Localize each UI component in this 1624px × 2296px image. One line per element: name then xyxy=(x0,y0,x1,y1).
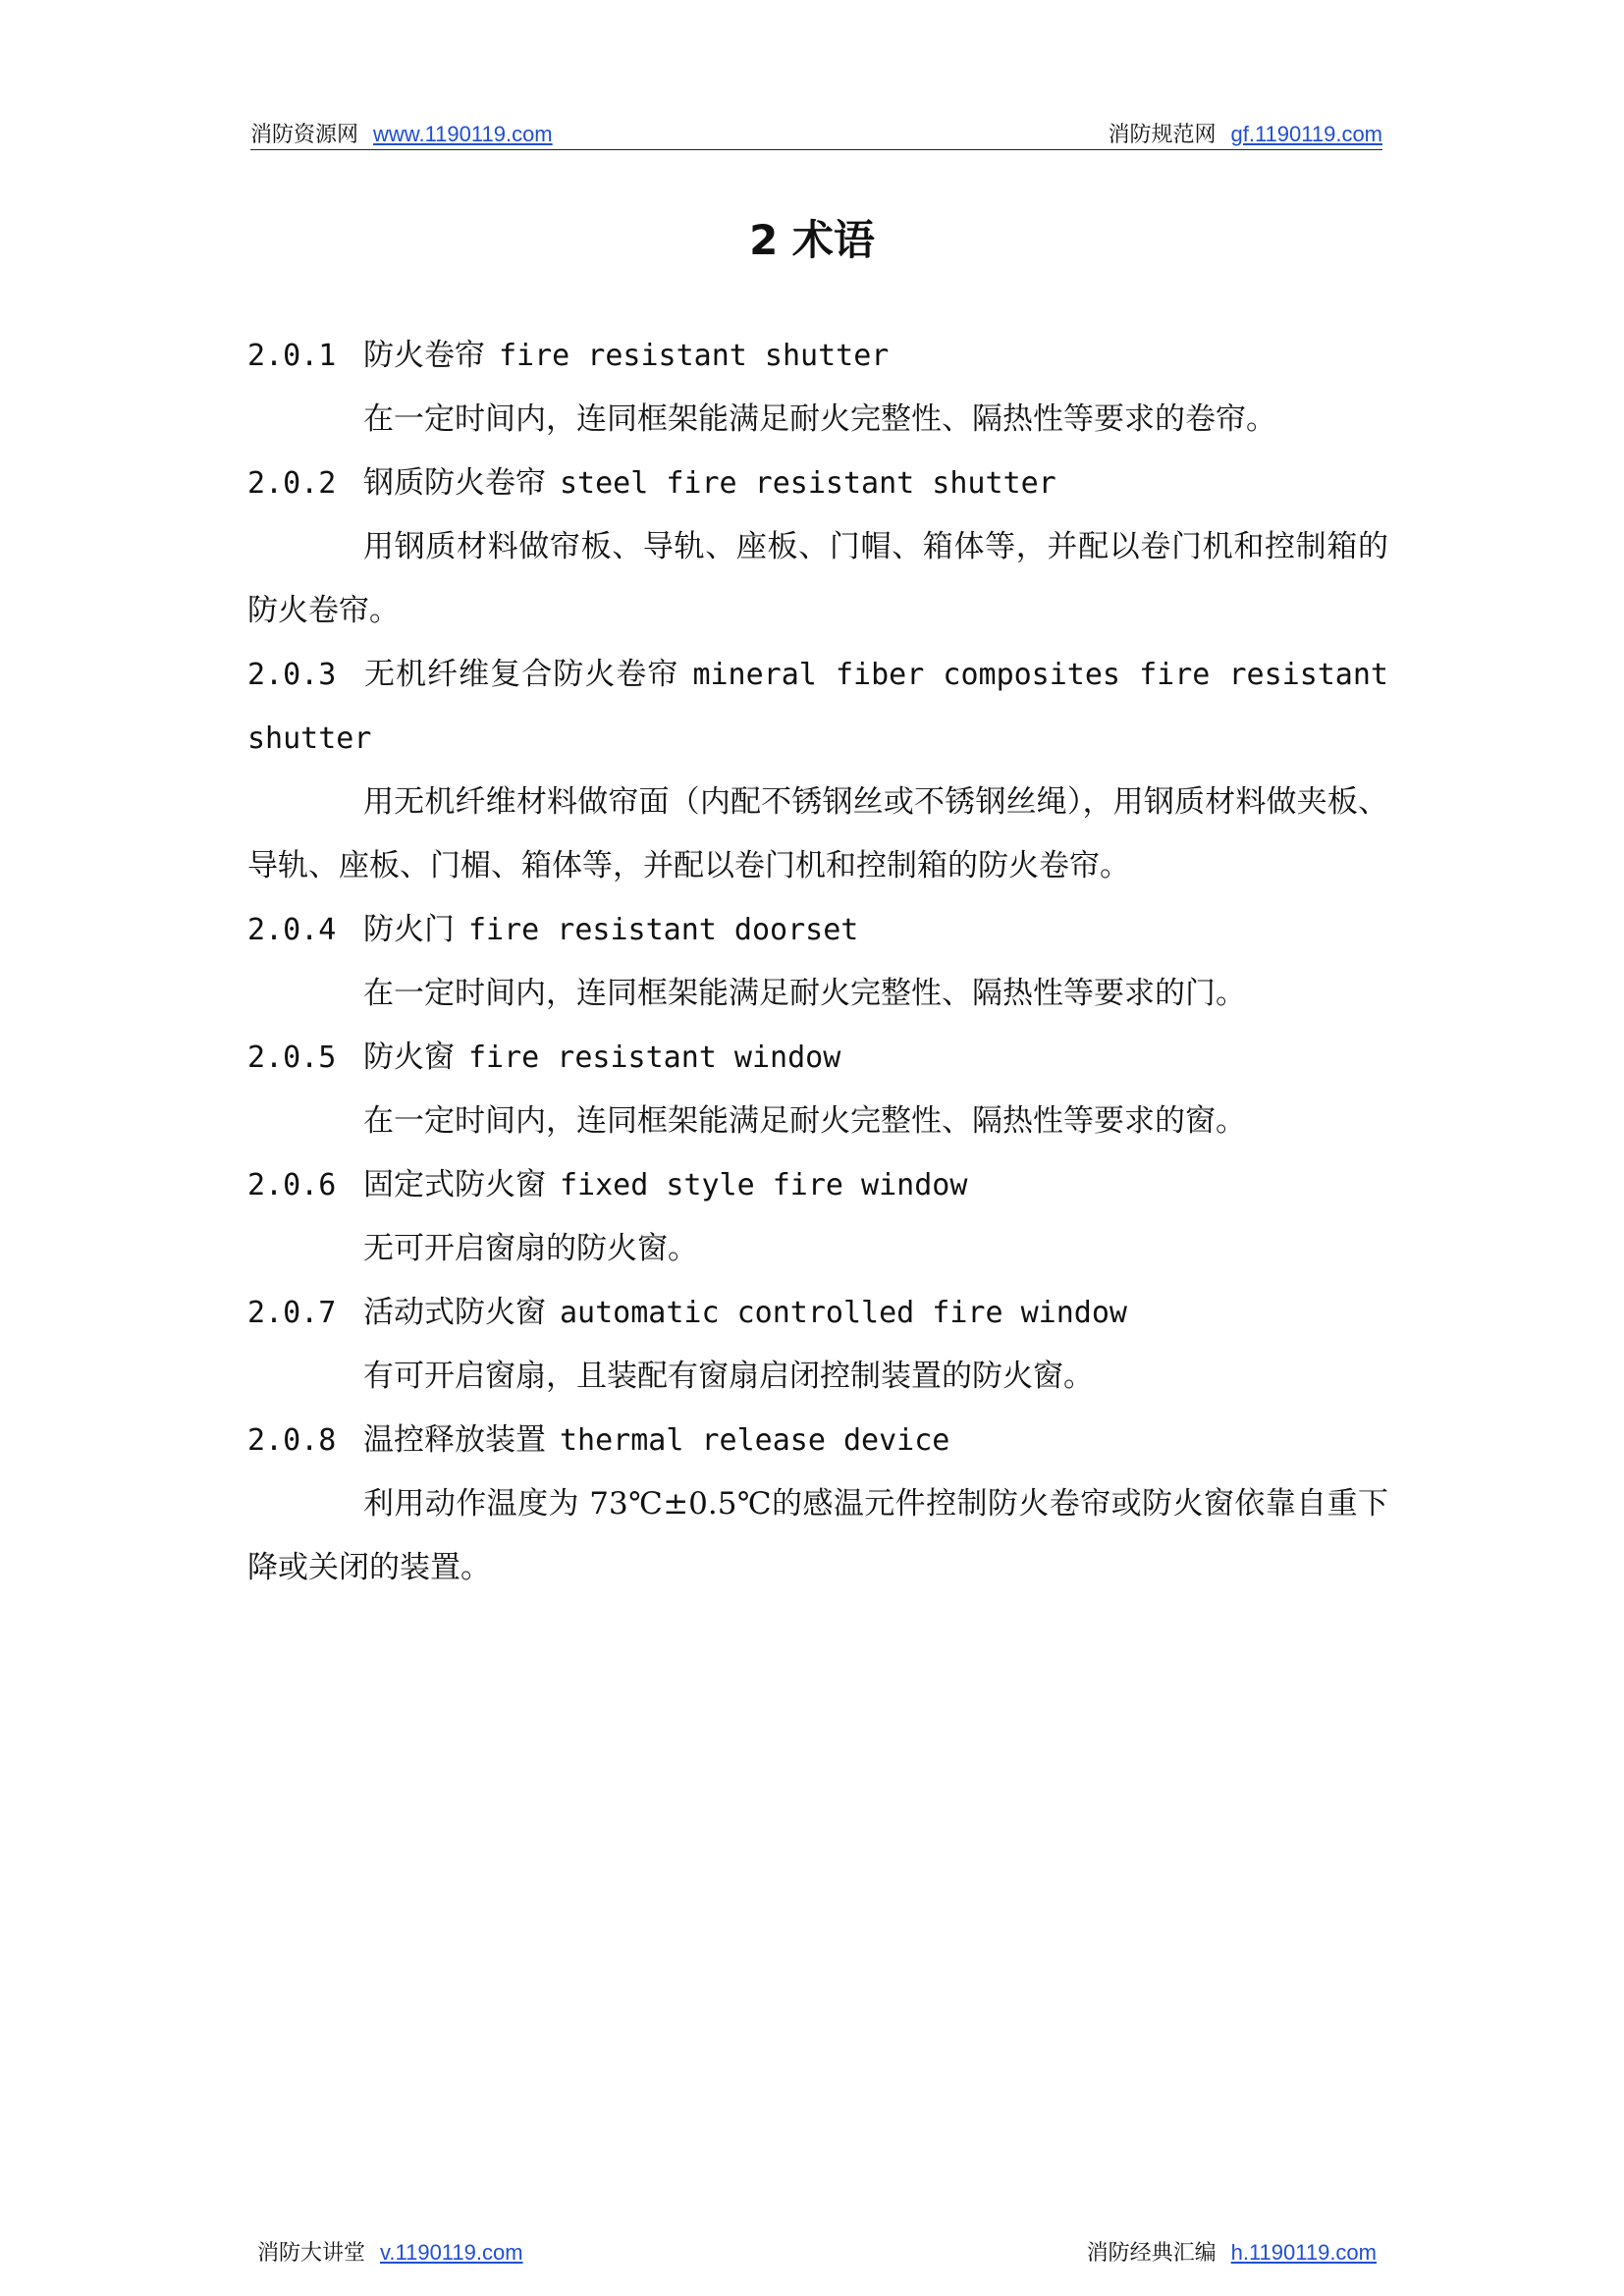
term-number: 2.0.1 xyxy=(247,339,337,373)
header-left-site-name: 消防资源网 xyxy=(250,123,359,147)
header-right-site-name: 消防规范网 xyxy=(1108,123,1217,147)
term-heading xyxy=(247,1026,1388,1090)
term-zh: 防火门 xyxy=(363,912,455,947)
page-footer xyxy=(257,2238,1377,2268)
term-en: fire resistant window xyxy=(468,1041,841,1075)
header-right xyxy=(1108,120,1382,150)
header-right-link[interactable]: gf.1190119.com xyxy=(1230,122,1382,146)
term-number: 2.0.3 xyxy=(247,658,337,692)
term-definition: 利用动作温度为 73℃±0.5℃的感温元件控制防火卷帘或防火窗依靠自重下降或关闭的装置。 xyxy=(247,1486,1388,1585)
page-header xyxy=(250,120,1382,150)
term-definition: 有可开启窗扇，且装配有窗扇启闭控制装置的防火窗。 xyxy=(363,1359,1094,1394)
term-number: 2.0.7 xyxy=(247,1296,337,1330)
term-en: mineral fiber composites fire resistant shutter xyxy=(247,658,1388,756)
term-zh: 钢质防火卷帘 xyxy=(363,465,546,501)
term-zh: 防火卷帘 xyxy=(363,338,485,373)
header-left-link[interactable]: www.1190119.com xyxy=(373,122,553,146)
term-en: automatic controlled fire window xyxy=(560,1296,1127,1330)
term-heading xyxy=(247,643,1388,771)
term-definition: 在一定时间内，连同框架能满足耐火完整性、隔热性等要求的窗。 xyxy=(363,1103,1246,1139)
footer-left xyxy=(257,2238,523,2269)
term-number: 2.0.5 xyxy=(247,1041,337,1075)
chapter-title: 2 术语 xyxy=(749,216,875,264)
terms-list xyxy=(247,324,1388,1600)
term-definition: 用无机纤维材料做帘面（内配不锈钢丝或不锈钢丝绳），用钢质材料做夹板、导轨、座板、门楣、箱体等，并配以卷门机和控制箱的防火卷帘。 xyxy=(247,784,1388,883)
term-en: fire resistant shutter xyxy=(499,339,890,373)
term-definition: 用钢质材料做帘板、导轨、座板、门帽、箱体等，并配以卷门机和控制箱的防火卷帘。 xyxy=(247,529,1388,628)
term-number: 2.0.8 xyxy=(247,1423,337,1458)
term-en: fire resistant doorset xyxy=(468,913,859,947)
footer-right-site-name: 消防经典汇编 xyxy=(1086,2241,1217,2266)
header-left xyxy=(250,120,553,150)
term-zh: 固定式防火窗 xyxy=(363,1167,546,1202)
term-heading xyxy=(247,324,1388,388)
term-heading xyxy=(247,1153,1388,1217)
term-heading xyxy=(247,1281,1388,1345)
term-definition: 无可开启窗扇的防火窗。 xyxy=(363,1231,698,1266)
term-heading xyxy=(247,1409,1388,1472)
term-en: steel fire resistant shutter xyxy=(560,466,1056,501)
footer-left-link[interactable]: v.1190119.com xyxy=(380,2240,523,2265)
term-number: 2.0.4 xyxy=(247,913,337,947)
term-definition: 在一定时间内，连同框架能满足耐火完整性、隔热性等要求的门。 xyxy=(363,976,1246,1011)
footer-left-site-name: 消防大讲堂 xyxy=(257,2241,366,2266)
term-heading xyxy=(247,898,1388,962)
term-definition: 在一定时间内，连同框架能满足耐火完整性、隔热性等要求的卷帘。 xyxy=(363,401,1276,437)
term-zh: 温控释放装置 xyxy=(363,1422,546,1458)
footer-right xyxy=(1087,2238,1377,2269)
term-zh: 防火窗 xyxy=(363,1040,455,1075)
term-number: 2.0.2 xyxy=(247,466,337,501)
term-zh: 活动式防火窗 xyxy=(363,1295,546,1330)
term-zh: 无机纤维复合防火卷帘 xyxy=(363,657,679,692)
footer-right-link[interactable]: h.1190119.com xyxy=(1230,2240,1377,2265)
term-heading xyxy=(247,452,1388,515)
term-en: fixed style fire window xyxy=(560,1168,968,1202)
term-number: 2.0.6 xyxy=(247,1168,337,1202)
term-en: thermal release device xyxy=(560,1423,950,1458)
